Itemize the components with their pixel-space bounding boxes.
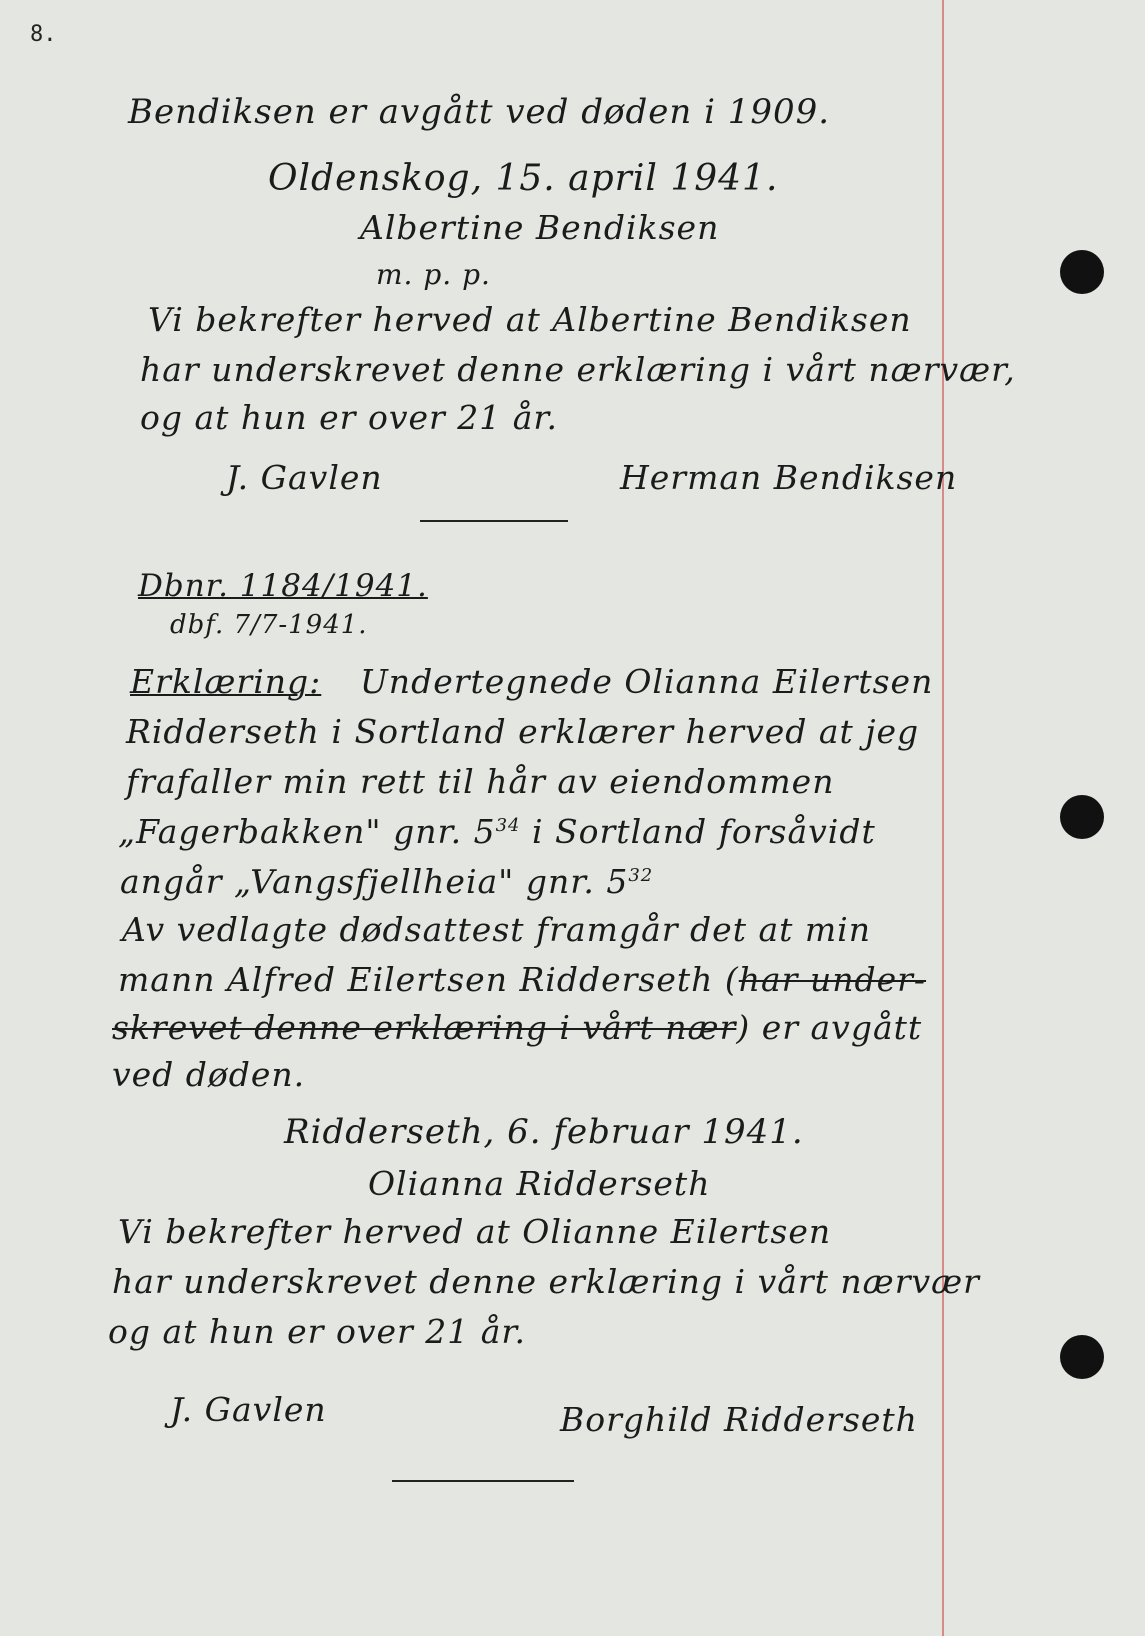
text-line: har underskrevet denne erklæring i vårt nærvær, xyxy=(140,350,1016,389)
document-number: Dbnr. 1184/1941. xyxy=(138,568,428,604)
text-line: Undertegnede Olianna Eilertsen xyxy=(360,662,934,701)
mpp-note: m. p. p. xyxy=(376,258,491,291)
signature: Olianna Ridderseth xyxy=(368,1164,711,1203)
text-line: ved døden. xyxy=(112,1055,306,1094)
signature: Albertine Bendiksen xyxy=(360,208,720,247)
punch-hole-icon xyxy=(1060,250,1104,294)
witness-signature: Herman Bendiksen xyxy=(620,458,958,497)
text-line: skrevet denne erklæring i vårt nær) er avgått xyxy=(112,1008,923,1047)
witness-signature: Borghild Ridderseth xyxy=(560,1400,918,1439)
punch-hole-icon xyxy=(1060,795,1104,839)
dbf-date: dbf. 7/7-1941. xyxy=(170,610,368,640)
text-line: Av vedlagte dødsattest framgår det at min xyxy=(122,910,871,949)
text-line: mann Alfred Eilertsen Ridderseth (har under- xyxy=(118,960,927,999)
text-line: har underskrevet denne erklæring i vårt nærvær xyxy=(112,1262,980,1301)
witness-signature: J. Gavlen xyxy=(170,1390,327,1429)
text-line: Ridderseth i Sortland erklærer herved at jeg xyxy=(126,712,920,751)
text-line: „Fagerbakken" gnr. $5^{34}$ i Sortland forsåvidt xyxy=(118,812,876,851)
text-line: Vi bekrefter herved at Albertine Bendiksen xyxy=(148,300,912,339)
separator-rule xyxy=(420,520,568,522)
witness-signature: J. Gavlen xyxy=(226,458,383,497)
text-line: Vi bekrefter herved at Olianne Eilertsen xyxy=(118,1212,832,1251)
red-margin-line xyxy=(942,0,944,1636)
text-line: frafaller min rett til hår av eiendommen xyxy=(126,762,835,801)
place-date: Oldenskog, 15. april 1941. xyxy=(268,158,779,199)
text-line: Bendiksen er avgått ved døden i 1909. xyxy=(128,92,831,132)
text-line: og at hun er over 21 år. xyxy=(140,398,559,437)
separator-rule xyxy=(392,1480,574,1482)
page-number: 8. xyxy=(30,22,57,47)
text-line: angår „Vangsfjellheia" gnr. $5^{32}$ xyxy=(120,862,654,901)
punch-hole-icon xyxy=(1060,1335,1104,1379)
declaration-heading: Erklæring: xyxy=(130,662,322,701)
place-date: Ridderseth, 6. februar 1941. xyxy=(284,1112,804,1152)
text-line: og at hun er over 21 år. xyxy=(108,1312,527,1351)
